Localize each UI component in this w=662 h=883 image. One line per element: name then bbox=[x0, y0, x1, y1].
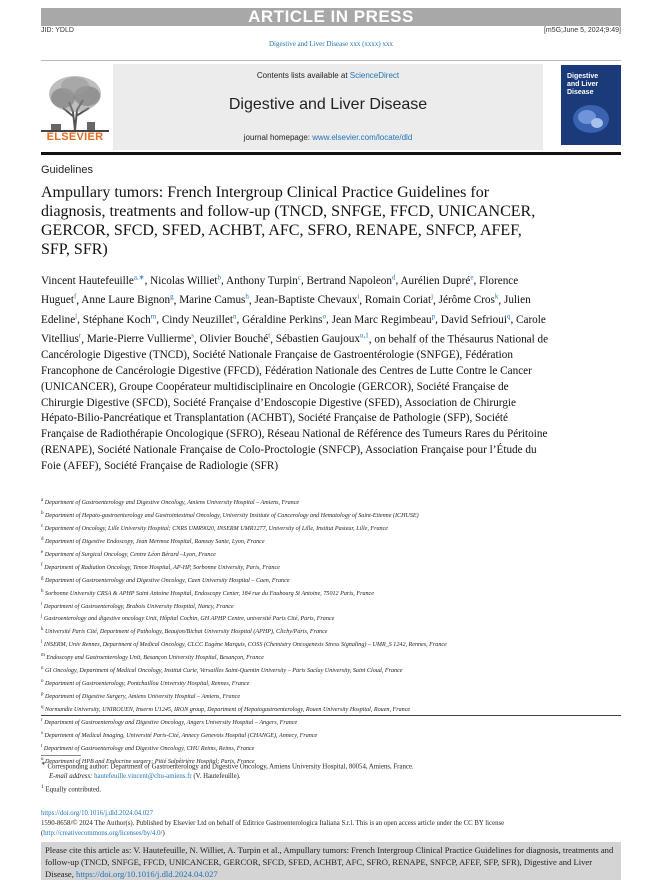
affiliation bbox=[41, 703, 581, 716]
equal-contribution-note bbox=[41, 782, 601, 795]
affiliation-text: Department of Radiation Oncology, Tenon Hospital, AP-HP, Sorbonne University, Paris, France bbox=[44, 564, 280, 571]
article-in-press-banner: ARTICLE IN PRESS bbox=[41, 8, 621, 26]
journal-citation-link[interactable] bbox=[0, 40, 662, 48]
affiliation bbox=[41, 716, 581, 729]
affiliation bbox=[41, 496, 581, 509]
article-title: Ampullary tumors: French Intergroup Clinical Practice Guidelines for diagnosis, treatments and follow-up (TNCD, SNFGE, FFCD, UNICANCER, GERCOR, SFCD, SFED, ACHBT, AFC, SFRO, RENAPE, SNFCP, AFEF, SFP, SFR) bbox=[41, 184, 536, 258]
equal-contribution-text: Equally contributed. bbox=[45, 786, 102, 794]
affiliation-mark: b bbox=[41, 510, 44, 516]
affiliation-list bbox=[41, 496, 581, 771]
journal-info-box bbox=[113, 64, 543, 150]
affiliation-text: Department of HPB and Endocrine surgery; Pitié Salpêtrière Hospital; Paris, France bbox=[45, 758, 255, 765]
author-name: David Sefrioui bbox=[440, 313, 507, 326]
author-name: Marie-Pierre Vullierme bbox=[86, 333, 192, 346]
author-affiliation-mark[interactable]: o bbox=[322, 312, 327, 321]
author[interactable] bbox=[179, 294, 249, 306]
author-affiliation-mark[interactable]: d bbox=[391, 273, 396, 281]
author[interactable] bbox=[150, 275, 221, 287]
affiliation-mark: j bbox=[41, 614, 43, 620]
author-affiliation-mark[interactable]: g bbox=[170, 292, 174, 301]
author[interactable] bbox=[276, 333, 369, 345]
affiliation-mark: k bbox=[41, 627, 44, 633]
affiliation-text: Department of Surgical Oncology, Centre Léon Bérard –Lyon, France bbox=[44, 551, 216, 558]
author[interactable] bbox=[162, 314, 237, 326]
author[interactable] bbox=[255, 294, 360, 306]
author-affiliation-mark[interactable]: t bbox=[268, 331, 271, 340]
corresponding-author-note bbox=[41, 756, 601, 772]
license-line: (http://creativecommons.org/licenses/by/4.0/) bbox=[41, 830, 165, 837]
author-name: Vincent Hautefeuille bbox=[41, 274, 134, 287]
affiliation-text: Department of Medical Imaging, Université Paris-Cité, Annecy Genevois Hospital (CHANGE), Annecy, France bbox=[44, 732, 318, 739]
affiliation-divider bbox=[41, 715, 621, 716]
cover-title-line: Digestive bbox=[567, 73, 599, 80]
email-link[interactable]: hautefeuille.vincent@chu-amiens.fr bbox=[94, 773, 192, 781]
cite-doi-link[interactable]: https://doi.org/10.1016/j.dld.2024.04.027 bbox=[76, 869, 218, 879]
author-affiliation-mark[interactable]: b bbox=[217, 273, 222, 281]
journal-cover-image bbox=[561, 65, 621, 145]
author-name: Anne Laure Bignon bbox=[81, 294, 171, 307]
affiliation-mark: o bbox=[41, 679, 44, 685]
author-affiliation-mark[interactable]: c bbox=[297, 273, 301, 281]
affiliation-mark: p bbox=[41, 692, 44, 698]
journal-header bbox=[41, 64, 621, 152]
affiliation bbox=[41, 690, 581, 703]
affiliation bbox=[41, 729, 581, 742]
affiliation bbox=[41, 664, 581, 677]
author[interactable] bbox=[439, 294, 499, 306]
author[interactable] bbox=[226, 275, 301, 287]
article-type: Guidelines bbox=[41, 164, 93, 176]
author-affiliation-mark[interactable]: u,1 bbox=[360, 331, 369, 340]
affiliation-text: Department of Digestive Surgery, Amiens University Hospital – Amiens, France bbox=[45, 694, 241, 701]
author[interactable] bbox=[41, 275, 145, 287]
author-name: Jérôme Cros bbox=[438, 294, 495, 307]
affiliation-mark: l bbox=[41, 640, 43, 646]
author-affiliation-mark[interactable]: p bbox=[431, 312, 436, 321]
journal-id: JID: YDLD bbox=[41, 27, 74, 34]
author-affiliation-mark[interactable]: n bbox=[232, 312, 237, 321]
journal-citation[interactable]: Digestive and Liver Disease xxx (xxxx) xxx bbox=[268, 40, 394, 48]
author-affiliation-mark[interactable]: s bbox=[191, 331, 194, 340]
author-name: Stéphane Koch bbox=[82, 313, 151, 326]
author-name: Sébastien Gaujoux bbox=[275, 333, 360, 346]
homepage-line bbox=[113, 133, 543, 142]
author[interactable] bbox=[83, 314, 157, 326]
affiliation-text: Department of Gastroenterology, Brabois University Hospital, Nancy, France bbox=[43, 603, 234, 610]
affiliation-mark: c bbox=[41, 523, 44, 529]
affiliation-mark: u bbox=[41, 756, 44, 762]
cover-title-line: and Liver bbox=[567, 81, 599, 88]
author-affiliation-mark[interactable]: k bbox=[494, 292, 499, 301]
affiliation bbox=[41, 638, 581, 651]
corresponding-author-text: Corresponding author: Department of Gastroenterology and Digestive Oncology, Amiens University Hospital, 80054, Amiens, France. bbox=[47, 763, 414, 771]
author[interactable] bbox=[400, 275, 473, 287]
affiliation-mark: s bbox=[41, 730, 43, 736]
affiliation-mark: h bbox=[41, 588, 44, 594]
header-divider bbox=[41, 152, 621, 155]
affiliation-mark: i bbox=[41, 601, 43, 607]
affiliation-mark: q bbox=[41, 705, 44, 710]
elsevier-wordmark: ELSEVIER bbox=[46, 131, 104, 143]
author-affiliation-mark[interactable]: i bbox=[357, 292, 360, 301]
license-link[interactable]: http://creativecommons.org/licenses/by/4.0/ bbox=[43, 830, 163, 837]
email-line bbox=[41, 772, 601, 782]
footnotes bbox=[41, 756, 601, 796]
author-name: Florence Huguet bbox=[41, 274, 519, 307]
author-affiliation-mark[interactable]: a,∗ bbox=[133, 273, 145, 281]
affiliation-text: Department of Gastroenterology and Digestive Oncology, CHU Reims, Reims, France bbox=[43, 745, 255, 752]
affiliation-text: Sorbonne University CRSA & APHP Saint Antoine Hospital, Endoscopy Center, 184 rue du Faubourg St Antoine, 75012 Paris, France bbox=[45, 590, 374, 597]
contents-prefix: Contents lists available at bbox=[256, 71, 350, 80]
homepage-link[interactable]: www.elsevier.com/locate/dld bbox=[312, 133, 413, 142]
author-name: Julien Edeline bbox=[41, 294, 531, 326]
author-affiliation-mark[interactable]: r bbox=[78, 331, 82, 340]
author-affiliation-mark[interactable]: f bbox=[73, 292, 77, 301]
author[interactable] bbox=[365, 294, 433, 306]
footnote-rule bbox=[41, 755, 81, 756]
cite-text bbox=[45, 844, 617, 880]
affiliation bbox=[41, 535, 581, 548]
affiliation-text: Department of Digestive Endoscopy, Jean Mermoz Hospital, Ramsay Sante, Lyon, France bbox=[45, 538, 265, 545]
author[interactable] bbox=[81, 294, 173, 306]
affiliation-text: Normandie University, UNIROUEN, Inserm U1245, IRON group, Department of Hepatogastroenterology, Rouen University Hospital, Rouen, France bbox=[45, 707, 411, 714]
affiliation-text: INSERM, Univ Rennes, Department of Medical Oncology, CLCC Eugène Marquis, COSS (Chemistry Oncogenesis Stress Signaling) – UMR_S 1242, Rennes, France bbox=[43, 642, 447, 649]
cite-text-body: Please cite this article as: V. Hautefeuille, N. Williet, A. Turpin et al., Ampullary tumors: French Intergroup Clinical Practice Guidelines for diagnosis, treatments and follow-up (TNCD, SNFGE, FFCD, UNICANCER, GERCOR, SFCD, SFED, ACHBT, AFC, SFRO, RENAPE, SNFCP, AFEF, SFP, SFR), Digestive and Liver Disease, bbox=[45, 845, 614, 879]
affiliation-mark: t bbox=[41, 743, 43, 749]
journal-name: Digestive and Liver Disease bbox=[228, 96, 428, 113]
author-name: Jean-Baptiste Chevaux bbox=[254, 294, 358, 307]
author-affiliation-mark[interactable]: l bbox=[75, 312, 78, 321]
cover-title-line: Disease bbox=[567, 89, 594, 96]
author[interactable] bbox=[242, 314, 326, 326]
affiliation-mark: r bbox=[41, 717, 43, 723]
author-affiliation-mark[interactable]: h bbox=[245, 292, 249, 301]
author-name: Aurélien Dupré bbox=[400, 274, 471, 287]
author-name: Carole Vitellius bbox=[41, 313, 546, 346]
affiliation-mark: a bbox=[41, 498, 44, 503]
author-name: Marine Camus bbox=[179, 294, 246, 307]
affiliation-text: Gastroenterology and digestive oncology Unit, Hôpital Cochin, GH APHP Centre, université Paris Cité, Paris, France bbox=[43, 616, 335, 623]
email-label: E-mail address: bbox=[49, 773, 93, 781]
affiliation-text: Department of Gastroenterology and Digestive Oncology, Angers University Hospital – Angers, France bbox=[44, 719, 298, 726]
affiliation bbox=[41, 677, 581, 690]
author-name: Romain Coriat bbox=[364, 294, 432, 307]
affiliation-mark: n bbox=[41, 666, 44, 672]
cover-title bbox=[567, 73, 598, 97]
author-name: Bertrand Napoleon bbox=[306, 274, 392, 287]
header-rule bbox=[41, 60, 621, 61]
affiliation bbox=[41, 522, 581, 535]
rights-line: 1590-8658/© 2024 The Author(s). Published by Elsevier Ltd on behalf of Editrice Gastroenterologica Italiana S.r.l. This is an open access article under the CC BY license bbox=[41, 820, 505, 827]
affiliation-mark: g bbox=[41, 575, 44, 581]
author-group: on behalf of the Thésaurus National de Cancérologie Digestive (TNCD), Société Nationale Française de Gastroentérologie (SNFGE), Fédération Francophone de Cancérologie Digestive (FFCD), Fédération Nationale des Centres de Lutte Contre le Cancer (UNICANCER), Groupe Coopérateur multidisciplinaire en Oncologie (GERCOR), Société Française de Chirurgie Digestive (SFCD), Société Française d’Endoscopie Digestive (SFED), Association de Chirurgie Hépato-Bilio-Pancréatique et Transplantation (ACHBT), Société Française de Pathologie (SFP), Société Française de Radiothérapie Oncologique (SFRO), Réseau National de Référence des Tumeurs Rares du Péritoine (RENAPE), Société Nationale Française de Colo-Proctologie (SNFCP), Association Française pour l’Étude du Foie (AFEF), Société Française de Radiologie (SFR) bbox=[41, 333, 549, 472]
equal-mark: 1 bbox=[41, 784, 44, 791]
author-name: Anthony Turpin bbox=[226, 274, 298, 287]
email-suffix: (V. Hautefeuille). bbox=[193, 773, 241, 781]
author-affiliation-mark[interactable]: e bbox=[470, 273, 474, 281]
author-affiliation-mark[interactable]: q bbox=[506, 312, 511, 321]
affiliation-text: Department of Hepato-gastroenterology and Gastrointestinal Oncology, University Institute of Cancerology and Hematology of Saint-Etienne (ICHUSE) bbox=[45, 512, 419, 519]
author[interactable] bbox=[441, 314, 511, 326]
affiliation bbox=[41, 612, 581, 625]
affiliation bbox=[41, 600, 581, 613]
affiliation bbox=[41, 587, 581, 600]
affiliation bbox=[41, 651, 581, 664]
affiliation bbox=[41, 742, 581, 755]
author-affiliation-mark[interactable]: j bbox=[431, 292, 434, 301]
affiliation-text: Department of Gastroenterology and Digestive Oncology, Caen University Hospital – Caen, France bbox=[45, 577, 290, 584]
cover-artwork-icon bbox=[567, 95, 615, 139]
author-name: Olivier Bouché bbox=[199, 333, 269, 346]
affiliation-mark: e bbox=[41, 549, 44, 555]
affiliation bbox=[41, 561, 581, 574]
affiliation-text: Department of Gastroenterology and Digestive Oncology, Amiens University Hospital – Amiens, France bbox=[44, 500, 300, 507]
author[interactable] bbox=[307, 275, 396, 287]
corresponding-mark: ∗ bbox=[41, 761, 46, 767]
author-name: Nicolas Williet bbox=[150, 274, 218, 287]
author[interactable] bbox=[87, 333, 194, 345]
affiliation-text: GI Oncology, Department of Medical Oncology, Institut Curie, Versailles Saint-Quentin University – Paris Saclay University, Saint Cloud, France bbox=[45, 668, 403, 675]
affiliation bbox=[41, 574, 581, 587]
doi-link[interactable]: https://doi.org/10.1016/j.dld.2024.04.027 bbox=[41, 810, 154, 817]
affiliation-text: Department of Gastroenterology, Pontchaillou University Hospital, Rennes, France bbox=[45, 681, 250, 688]
affiliation-mark: m bbox=[41, 653, 45, 659]
affiliation-text: Université Paris Cité, Department of Pathology, Beaujon/Bichat University Hospital (APHP), Clichy/Paris, France bbox=[45, 629, 328, 636]
author-list: Vincent Hautefeuille$^{a,∗}$, Nicolas Williet$^b$, Anthony Turpin$^c$, Bertrand Napoleon$^d$, Aurélien Dupré$^e$, Florence Huguet$^f$, Anne Laure Bignon$^g$, Marine Camus$^h$, Jean-Baptiste Chevaux$^i$, Romain Coriat$^j$, Jérôme Cros$^k$, Julien Edeline$^l$, Stéphane Koch$^m$, Cindy Neuzillet$^n$, Géraldine Perkins$^o$, Jean Marc Regimbeau$^p$, David Sefrioui$^q$, Carole Vitellius$^r$, Marie-Pierre Vullierme$^s$, Olivier Bouché$^t$, Sébastien Gaujoux$^{u,1}$, on behalf of the Thésaurus National de Cancérologie Digestive (TNCD), Société Nationale Française de Gastroentérologie (SNFGE), Fédération Francophone de Cancérologie Digestive (FFCD), Fédération Nationale des Centres de Lutte Contre le Cancer (UNICANCER), Groupe Coopérateur multidisciplinaire en Oncologie (GERCOR), Société Française de Chirurgie Digestive (SFCD), Société Française d’Endoscopie Digestive (SFED), Association de Chirurgie Hépato-Bilio-Pancréatique et Transplantation (ACHBT), Société Française de Pathologie (SFP), Société Française de Radiothérapie Oncologique (SFRO), Réseau National de Référence des Tumeurs Rares du Péritoine (RENAPE), Société Nationale Française de Colo-Proctologie (SNFCP), Association Française pour l’Étude du Foie (AFEF), Société Française de Radiologie (SFR) bbox=[41, 273, 549, 472]
cite-this-article-box bbox=[41, 842, 621, 880]
manuscript-code: [m5G;June 5, 2024;9:49] bbox=[543, 27, 621, 34]
affiliation-mark: f bbox=[41, 562, 43, 568]
affiliation-text: Endoscopy and Gastroenterology Unit, Besançon University Hospital, Besançon, France bbox=[46, 655, 264, 662]
author[interactable] bbox=[332, 314, 436, 326]
author-name: Géraldine Perkins bbox=[242, 313, 323, 326]
homepage-prefix: journal homepage: bbox=[243, 133, 313, 142]
doi-and-license bbox=[41, 809, 611, 839]
affiliation bbox=[41, 625, 581, 638]
affiliation bbox=[41, 509, 581, 522]
affiliation bbox=[41, 548, 581, 561]
contents-line bbox=[113, 71, 543, 80]
author-affiliation-mark[interactable]: m bbox=[150, 312, 157, 321]
sciencedirect-link[interactable]: ScienceDirect bbox=[349, 71, 400, 80]
author[interactable] bbox=[200, 333, 271, 345]
author-name: Jean Marc Regimbeau bbox=[331, 313, 432, 326]
author-name: Cindy Neuzillet bbox=[161, 313, 233, 326]
affiliation-mark: d bbox=[41, 536, 44, 542]
affiliation-text: Department of Oncology, Lille University Hospital; CNRS UMR9020, INSERM UMR1277, University of Lille, Institut Pasteur, Lille, France bbox=[44, 525, 389, 532]
